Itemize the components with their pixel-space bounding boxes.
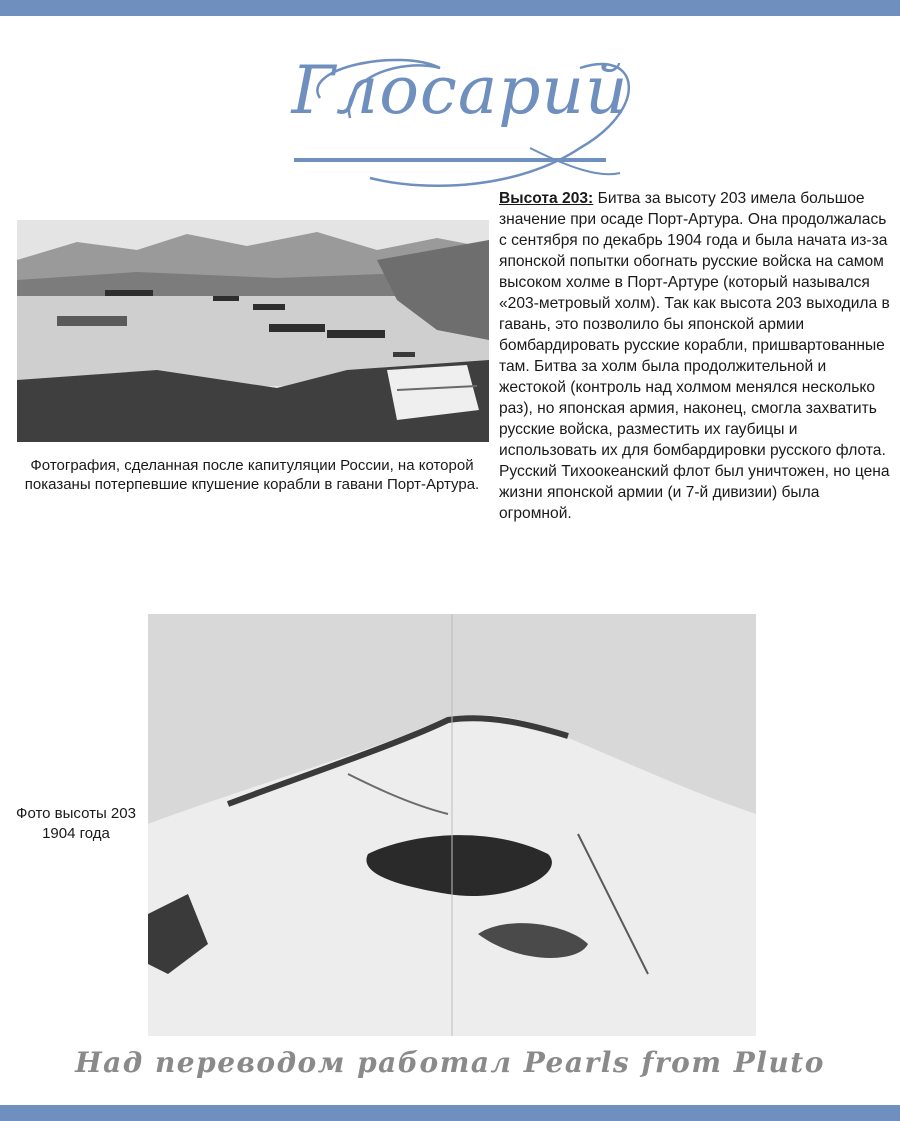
bottom-border-bar xyxy=(0,1105,900,1121)
hill-photo-illustration xyxy=(148,614,756,1036)
glossary-entry xyxy=(499,188,891,524)
hill-caption-line2: 1904 года xyxy=(42,825,110,842)
glossary-definition: Битва за высоту 203 имела большое значение при осаде Порт-Артура. Она продолжалась с сентября по декабрь 1904 года и была начата из-за японской попытки обогнать русские войска на самом высоком холме в Порт-Артуре (который назывался «203-метровый холм). Так как высота 203 выходила в гавань, это позволило бы японской армии бомбардировать русские корабли, пришвартованные там. Битва за холм была продолжительной и жестокой (контроль над холмом менялся несколько раз), но японская армия, наконец, смогла захватить русские войска, разместить их гаубицы и использовать их для бомбардировки русского флота. Русский Тихоокеанский флот был уничтожен, но цена жизни японской армии (и 7-й дивизии) была огромной. xyxy=(499,190,890,522)
hill-caption-line1: Фото высоты 203 xyxy=(16,805,136,822)
hill-photo xyxy=(148,614,756,1036)
harbor-photo-illustration xyxy=(17,220,489,442)
top-border-bar xyxy=(0,0,900,16)
page-title: Глосарий xyxy=(291,52,629,129)
page-header xyxy=(280,28,640,198)
translator-credit: Над переводом работал Pearls from Pluto xyxy=(75,1046,825,1079)
harbor-photo-caption: Фотография, сделанная после капитуляции России, на которой показаны потерпевшие кпушение корабли в гавани Порт-Артура. xyxy=(24,457,480,493)
hill-photo-caption xyxy=(6,804,146,844)
harbor-photo xyxy=(17,220,489,442)
glossary-term: Высота 203: xyxy=(499,190,594,207)
title-underline xyxy=(294,158,606,162)
